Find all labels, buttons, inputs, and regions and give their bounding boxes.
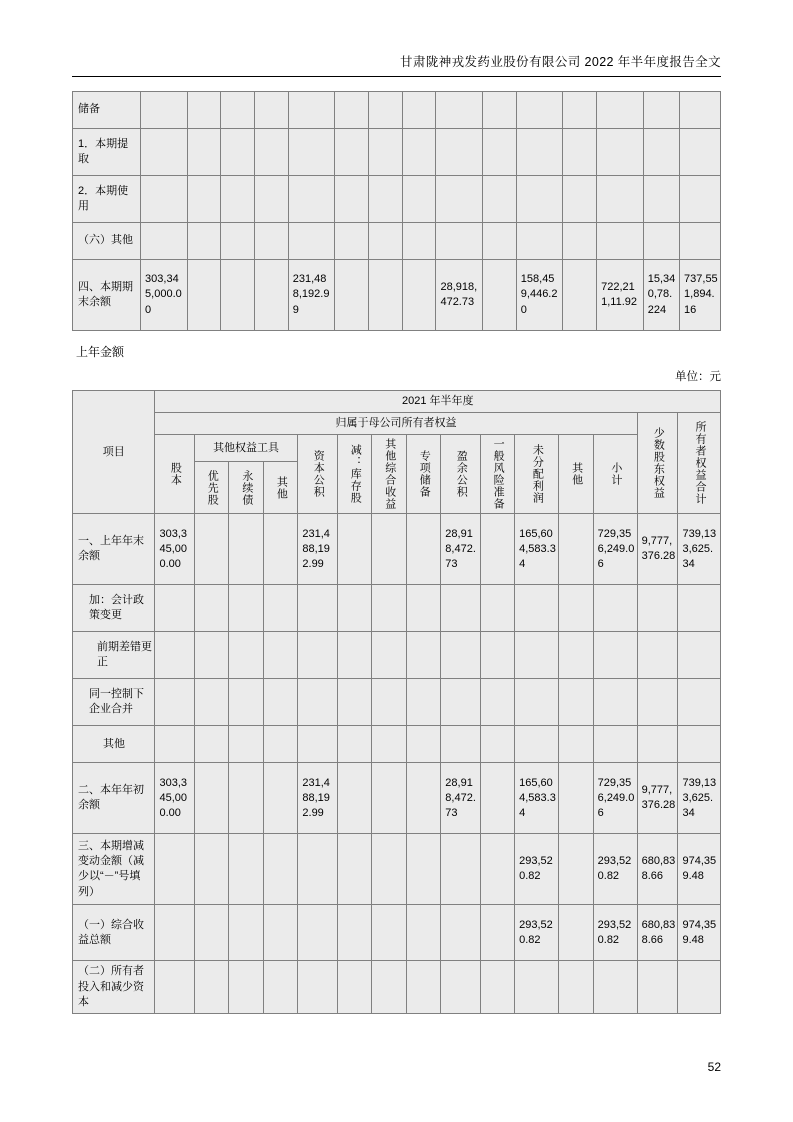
cell [372, 961, 407, 1014]
table-header-row [73, 413, 721, 435]
cell: 28,918,472.73 [441, 763, 480, 834]
cell [480, 514, 515, 585]
cell: 165,604,583.34 [515, 514, 559, 585]
cell [678, 632, 721, 679]
table-row [73, 223, 721, 260]
cell [559, 834, 594, 905]
cell [436, 176, 483, 223]
cell [229, 763, 264, 834]
row-label: （二）所有者投入和减少资本 [73, 961, 155, 1014]
section-caption: 上年金额 [76, 345, 125, 359]
cell [141, 223, 188, 260]
column-header-surplus-reserve: 盈余公积 [441, 435, 480, 514]
cell [597, 92, 644, 129]
cell [593, 585, 637, 632]
cell [255, 223, 289, 260]
cell: 293,520.82 [593, 834, 637, 905]
row-label: 2．本期使用 [73, 176, 141, 223]
table-row [73, 585, 721, 632]
cell [298, 585, 337, 632]
cell [680, 223, 721, 260]
cell [337, 905, 372, 961]
row-label: 三、本期增减变动金额（减少以“－”号填列） [73, 834, 155, 905]
cell [480, 726, 515, 763]
cell [516, 223, 563, 260]
cell [593, 726, 637, 763]
cell [187, 223, 221, 260]
cell [187, 92, 221, 129]
cell [597, 129, 644, 176]
table-header-row [73, 391, 721, 413]
row-label: 储备 [73, 92, 141, 129]
unit-label: 单位：元 [675, 371, 721, 383]
cell [483, 223, 517, 260]
cell [155, 961, 194, 1014]
cell [643, 223, 679, 260]
cell [436, 223, 483, 260]
cell [141, 92, 188, 129]
row-label: 一、上年年末余额 [73, 514, 155, 585]
cell [643, 129, 679, 176]
cell [288, 176, 335, 223]
cell [597, 223, 644, 260]
cell [593, 679, 637, 726]
cell: 9,777,376.28 [637, 514, 678, 585]
column-header-other-tool: 其他 [263, 462, 298, 514]
cell [563, 129, 597, 176]
cell [593, 632, 637, 679]
cell [680, 129, 721, 176]
cell [194, 763, 229, 834]
parent-equity-header: 归属于母公司所有者权益 [155, 413, 637, 435]
cell: 739,133,625.34 [678, 514, 721, 585]
cell: 293,520.82 [515, 834, 559, 905]
cell: 293,520.82 [515, 905, 559, 961]
cell [372, 905, 407, 961]
cell [678, 679, 721, 726]
cell [337, 585, 372, 632]
cell [441, 905, 480, 961]
cell [563, 92, 597, 129]
cell [155, 679, 194, 726]
cell [372, 585, 407, 632]
row-label: 其他 [73, 726, 155, 763]
cell [263, 961, 298, 1014]
row-label: 1．本期提取 [73, 129, 141, 176]
column-header-subtotal: 小计 [593, 435, 637, 514]
cell [406, 905, 441, 961]
cell [637, 632, 678, 679]
cell [229, 834, 264, 905]
cell [369, 129, 403, 176]
cell [678, 585, 721, 632]
row-label: 四、本期期末余额 [73, 260, 141, 331]
cell [516, 129, 563, 176]
table-row [73, 763, 721, 834]
cell: 974,359.48 [678, 834, 721, 905]
cell [229, 632, 264, 679]
cell [372, 679, 407, 726]
cell: 231,488,192.99 [288, 260, 335, 331]
cell [187, 260, 221, 331]
cell [406, 632, 441, 679]
cell [298, 726, 337, 763]
cell [406, 961, 441, 1014]
cell [637, 679, 678, 726]
table-row [73, 961, 721, 1014]
page-header-title: 甘肃陇神戎发药业股份有限公司 2022 年半年度报告全文 [400, 55, 721, 69]
column-header-perpetual: 永续债 [229, 462, 264, 514]
cell [155, 632, 194, 679]
cell [559, 763, 594, 834]
cell [563, 223, 597, 260]
cell [288, 223, 335, 260]
table-header-row [73, 435, 721, 462]
cell [436, 92, 483, 129]
cell [559, 905, 594, 961]
cell [643, 92, 679, 129]
cell [402, 260, 436, 331]
cell: 15,340,78.224 [643, 260, 679, 331]
cell: 28,918,472.73 [441, 514, 480, 585]
cell: 729,356,249.06 [593, 763, 637, 834]
cell [369, 260, 403, 331]
cell [194, 726, 229, 763]
cell [229, 514, 264, 585]
cell [515, 632, 559, 679]
cell [229, 961, 264, 1014]
cell [263, 679, 298, 726]
cell: 680,838.66 [637, 834, 678, 905]
cell [337, 632, 372, 679]
cell: 303,345,000.00 [155, 763, 194, 834]
cell [559, 632, 594, 679]
cell [288, 92, 335, 129]
cell [194, 679, 229, 726]
column-header-item: 项目 [73, 391, 155, 514]
cell [406, 726, 441, 763]
column-header-total: 所有者权益合计 [678, 413, 721, 514]
cell: 158,459,446.20 [516, 260, 563, 331]
cell [263, 834, 298, 905]
row-label: 同一控制下企业合并 [73, 679, 155, 726]
cell [298, 834, 337, 905]
cell [263, 632, 298, 679]
cell [221, 129, 255, 176]
cell [678, 726, 721, 763]
cell [402, 92, 436, 129]
cell [263, 726, 298, 763]
cell [406, 834, 441, 905]
cell [515, 726, 559, 763]
row-label: （一）综合收益总额 [73, 905, 155, 961]
cell [441, 961, 480, 1014]
cell [229, 585, 264, 632]
cell [516, 92, 563, 129]
page-number: 52 [707, 1060, 721, 1074]
cell [337, 834, 372, 905]
cell [255, 92, 289, 129]
continuation-table [72, 91, 721, 331]
table-row [73, 92, 721, 129]
cell [559, 585, 594, 632]
cell: 974,359.48 [678, 905, 721, 961]
cell [480, 834, 515, 905]
cell [155, 585, 194, 632]
column-header-minority: 少数股东权益 [637, 413, 678, 514]
cell [480, 905, 515, 961]
cell [194, 514, 229, 585]
cell [563, 260, 597, 331]
cell [372, 834, 407, 905]
cell [559, 961, 594, 1014]
cell [406, 763, 441, 834]
cell [593, 961, 637, 1014]
column-header-less-treasury: 减：库存股 [337, 435, 372, 514]
cell [483, 129, 517, 176]
cell [480, 679, 515, 726]
column-header-special-reserve: 专项储备 [406, 435, 441, 514]
cell [441, 726, 480, 763]
cell [637, 726, 678, 763]
cell [337, 961, 372, 1014]
cell [680, 92, 721, 129]
cell [369, 223, 403, 260]
cell [372, 632, 407, 679]
cell [480, 763, 515, 834]
cell [255, 260, 289, 331]
cell [255, 129, 289, 176]
cell [515, 961, 559, 1014]
cell [194, 834, 229, 905]
table-row [73, 176, 721, 223]
cell [559, 514, 594, 585]
page-header [72, 52, 721, 76]
cell [155, 905, 194, 961]
cell [441, 585, 480, 632]
cell [298, 632, 337, 679]
cell [680, 176, 721, 223]
column-header-undistributed-profit: 未分配利润 [515, 435, 559, 514]
cell [298, 679, 337, 726]
cell [155, 726, 194, 763]
period-header: 2021 年半年度 [155, 391, 721, 413]
cell [194, 585, 229, 632]
cell [221, 92, 255, 129]
cell [229, 726, 264, 763]
cell: 729,356,249.06 [593, 514, 637, 585]
cell [480, 585, 515, 632]
cell [515, 585, 559, 632]
row-label: （六）其他 [73, 223, 141, 260]
cell: 739,133,625.34 [678, 763, 721, 834]
cell: 9,777,376.28 [637, 763, 678, 834]
cell [337, 679, 372, 726]
cell [263, 585, 298, 632]
cell [406, 585, 441, 632]
cell [480, 632, 515, 679]
column-header-capital-reserve: 资本公积 [298, 435, 337, 514]
cell [402, 176, 436, 223]
cell [441, 679, 480, 726]
cell [480, 961, 515, 1014]
cell [563, 176, 597, 223]
cell [194, 632, 229, 679]
cell: 165,604,583.34 [515, 763, 559, 834]
table-row [73, 726, 721, 763]
cell [298, 905, 337, 961]
cell [335, 129, 369, 176]
cell [559, 726, 594, 763]
cell [402, 223, 436, 260]
cell [335, 92, 369, 129]
cell [441, 632, 480, 679]
cell [187, 176, 221, 223]
cell [483, 92, 517, 129]
cell [406, 679, 441, 726]
cell [263, 905, 298, 961]
cell [372, 726, 407, 763]
cell [402, 129, 436, 176]
cell [515, 679, 559, 726]
cell: 303,345,000.00 [155, 514, 194, 585]
cell [637, 961, 678, 1014]
cell: 680,838.66 [637, 905, 678, 961]
cell [337, 763, 372, 834]
cell [337, 514, 372, 585]
cell [559, 679, 594, 726]
table-row [73, 632, 721, 679]
cell [263, 514, 298, 585]
cell [597, 176, 644, 223]
cell [335, 260, 369, 331]
cell [372, 514, 407, 585]
column-header-general-risk: 一般风险准备 [480, 435, 515, 514]
cell: 231,488,192.99 [298, 514, 337, 585]
cell [141, 129, 188, 176]
cell [141, 176, 188, 223]
cell [369, 92, 403, 129]
table-row [73, 834, 721, 905]
cell [194, 905, 229, 961]
cell [263, 763, 298, 834]
header-divider [72, 76, 721, 77]
cell: 231,488,192.99 [298, 763, 337, 834]
cell [483, 176, 517, 223]
cell [406, 514, 441, 585]
cell [337, 726, 372, 763]
column-header-share-capital: 股本 [155, 435, 194, 514]
cell: 28,918,472.73 [436, 260, 483, 331]
cell: 293,520.82 [593, 905, 637, 961]
row-label: 前期差错更正 [73, 632, 155, 679]
column-header-other: 其他 [559, 435, 594, 514]
equity-change-table [72, 390, 721, 1014]
column-header-preferred: 优先股 [194, 462, 229, 514]
table-row [73, 905, 721, 961]
cell [255, 176, 289, 223]
cell [436, 129, 483, 176]
cell [441, 834, 480, 905]
column-header-other-comprehensive: 其他综合收益 [372, 435, 407, 514]
cell [678, 961, 721, 1014]
cell: 722,211,11.92 [597, 260, 644, 331]
table-row [73, 679, 721, 726]
cell [155, 834, 194, 905]
row-label: 加：会计政策变更 [73, 585, 155, 632]
table-row [73, 129, 721, 176]
cell [288, 129, 335, 176]
cell: 303,345,000.00 [141, 260, 188, 331]
cell [516, 176, 563, 223]
cell [335, 223, 369, 260]
cell [229, 905, 264, 961]
cell [221, 176, 255, 223]
cell: 737,551,894.16 [680, 260, 721, 331]
table-row [73, 260, 721, 331]
cell [643, 176, 679, 223]
cell [372, 763, 407, 834]
cell [194, 961, 229, 1014]
row-label: 二、本年年初余额 [73, 763, 155, 834]
cell [229, 679, 264, 726]
cell [369, 176, 403, 223]
cell [335, 176, 369, 223]
table-row [73, 514, 721, 585]
cell [187, 129, 221, 176]
other-equity-tools-header: 其他权益工具 [194, 435, 298, 462]
cell [637, 585, 678, 632]
cell [483, 260, 517, 331]
cell [221, 223, 255, 260]
cell [298, 961, 337, 1014]
cell [221, 260, 255, 331]
